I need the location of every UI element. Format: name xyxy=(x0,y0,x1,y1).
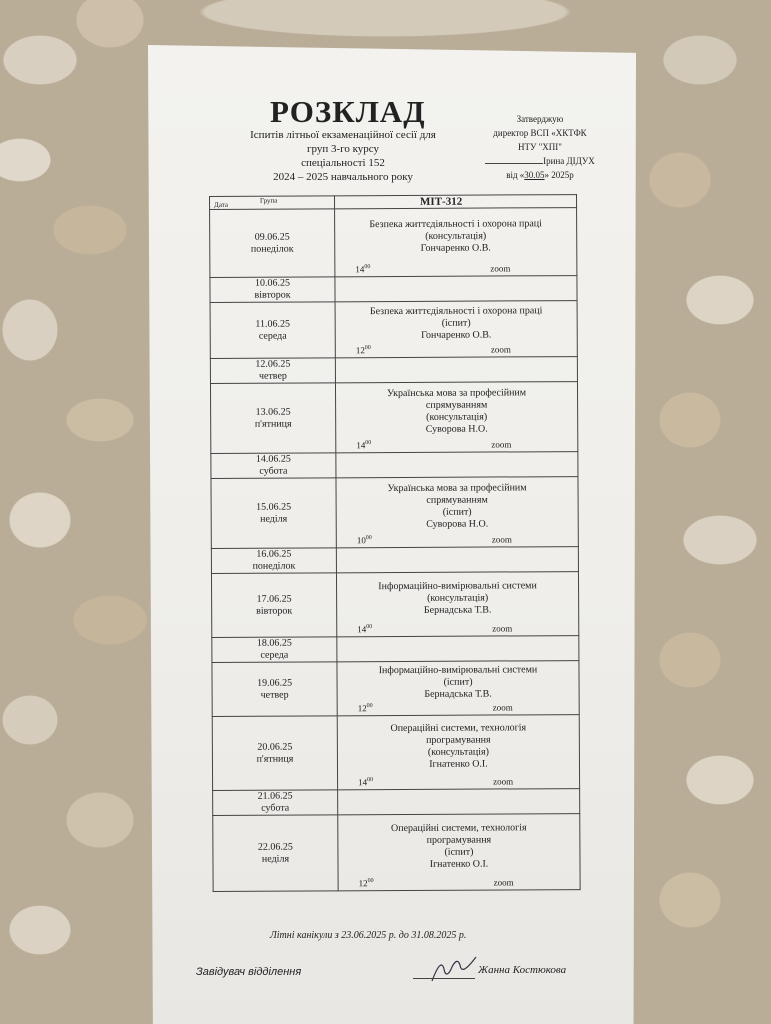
exam-text-line: Безпека життєдіяльності і охорона праці xyxy=(369,217,542,230)
date-value: 17.06.25 xyxy=(256,593,292,605)
weekday: середа xyxy=(260,649,289,661)
date-cell xyxy=(210,358,335,384)
date-value: 12.06.25 xyxy=(255,358,291,370)
exam-time xyxy=(356,342,371,356)
table-row xyxy=(213,789,580,816)
date-cell xyxy=(213,790,338,816)
date-cell xyxy=(211,573,336,638)
exam-time xyxy=(356,437,371,451)
exam-cell xyxy=(335,208,577,277)
time-hour: 10 xyxy=(356,535,366,546)
exam-text-line: Суворова Н.О. xyxy=(426,518,489,530)
weekday: вівторок xyxy=(254,289,291,301)
exam-text-line: Гончаренко О.В. xyxy=(421,329,492,341)
exam-cell xyxy=(335,301,577,358)
exam-cell xyxy=(336,477,578,548)
exam-text-line: (іспит) xyxy=(443,676,473,688)
approval-line: Затверджую xyxy=(516,114,564,124)
table-row xyxy=(210,208,577,278)
subtitle-line: груп 3-го курсу xyxy=(306,143,380,155)
vacation-note: Літні канікули з 23.06.2025 р. до 31.08.2025 р. xyxy=(270,930,467,941)
page-title: РОЗКЛАД xyxy=(270,94,426,129)
table-row xyxy=(210,357,577,384)
exam-time xyxy=(357,532,372,546)
date-cell xyxy=(212,716,337,791)
subtitle-line: Іспитів літньої екзаменаційної сесії для xyxy=(250,129,436,141)
date-value: 19.06.25 xyxy=(257,677,293,689)
subtitle-line: 2024 – 2025 навчального року xyxy=(273,171,413,183)
time-hour: 12 xyxy=(355,345,365,356)
exam-cell xyxy=(337,636,579,662)
date-value: 10.06.25 xyxy=(254,277,290,289)
exam-text-line: (іспит) xyxy=(444,846,474,858)
date-cell xyxy=(210,302,335,359)
signature-line xyxy=(413,978,475,979)
exam-cell xyxy=(335,276,577,302)
approver-name: Ірина ДІДУХ xyxy=(543,156,595,166)
date-value: 20.06.25 xyxy=(257,741,293,753)
date-value: 09.06.25 xyxy=(254,231,290,243)
exam-time xyxy=(355,261,370,275)
head-of-department-label: Завідувач відділення xyxy=(196,966,302,978)
time-minutes: 00 xyxy=(367,777,374,784)
date-cell xyxy=(210,277,335,303)
weekday: четвер xyxy=(258,370,287,382)
table-row xyxy=(211,477,578,549)
exam-mode: zoom xyxy=(492,702,513,713)
head-of-department-name: Жанна Костюкова xyxy=(478,964,567,976)
table-row xyxy=(211,572,578,638)
exam-cell xyxy=(336,572,578,637)
approval-line: НТУ "ХПІ" xyxy=(518,142,562,152)
time-minutes: 00 xyxy=(367,878,374,885)
time-minutes: 00 xyxy=(366,624,373,631)
weekday: четвер xyxy=(260,689,289,701)
weekday: п'ятниця xyxy=(256,753,294,765)
exam-mode: zoom xyxy=(491,439,512,450)
exam-text-line: Операційні системи, технологія xyxy=(390,821,527,834)
time-hour: 14 xyxy=(356,440,366,451)
exam-cell xyxy=(335,357,577,383)
exam-text-line: Інформаційно-вимірювальні системи xyxy=(378,579,537,592)
date-cell xyxy=(211,453,336,479)
date-value: 21.06.25 xyxy=(257,790,293,802)
time-minutes: 00 xyxy=(364,264,371,271)
exam-text-line: (іспит) xyxy=(442,506,472,518)
signature-scribble xyxy=(428,955,480,985)
exam-cell xyxy=(338,814,580,891)
corner-group-label: Група xyxy=(260,196,278,205)
exam-text-line: (консультація) xyxy=(425,230,487,242)
table-row xyxy=(210,276,577,303)
approval-block xyxy=(470,112,610,182)
weekday: понеділок xyxy=(252,560,296,572)
time-hour: 14 xyxy=(355,264,365,275)
exam-text-line: Ігнатенко О.І. xyxy=(429,758,488,770)
table-row xyxy=(212,661,579,717)
time-minutes: 00 xyxy=(364,345,371,352)
exam-time xyxy=(357,621,372,635)
header-corner-cell xyxy=(210,196,335,210)
exam-text-line: Безпека життєдіяльності і охорона праці xyxy=(369,304,543,317)
weekday: неділя xyxy=(261,853,290,865)
date-cell xyxy=(211,548,336,574)
exam-mode: zoom xyxy=(490,344,511,355)
date-cell xyxy=(212,662,337,717)
exam-text-line: Суворова Н.О. xyxy=(425,423,488,435)
weekday: середа xyxy=(258,330,287,342)
weekday: субота xyxy=(259,465,288,477)
date-cell xyxy=(210,383,335,454)
exam-cell xyxy=(337,661,579,716)
exam-text-line: спрямуванням xyxy=(425,399,488,411)
exam-time xyxy=(358,774,373,788)
date-value: 18.06.25 xyxy=(256,637,292,649)
exam-time xyxy=(359,875,374,889)
table-row xyxy=(212,636,579,663)
exam-mode: zoom xyxy=(493,776,514,787)
table-row xyxy=(210,382,577,454)
exam-text-line: (іспит) xyxy=(441,317,471,329)
weekday: неділя xyxy=(260,513,288,525)
exam-text-line: Бернадська Т.В. xyxy=(424,688,492,700)
date-value: 13.06.25 xyxy=(255,406,291,418)
table-row xyxy=(212,715,579,791)
time-hour: 14 xyxy=(358,777,368,788)
table-row xyxy=(210,301,577,359)
schedule-table xyxy=(209,194,581,892)
date-cell xyxy=(213,815,338,892)
subtitle-line: спеціальності 152 xyxy=(301,157,385,169)
exam-mode: zoom xyxy=(491,534,512,545)
exam-text-line: Інформаційно-вимірювальні системи xyxy=(378,663,538,676)
date-value: 15.06.25 xyxy=(256,501,292,513)
exam-text-line: Українська мова за професійним xyxy=(387,481,527,494)
exam-mode: zoom xyxy=(492,623,513,634)
exam-cell xyxy=(338,789,580,815)
table-row xyxy=(211,547,578,574)
exam-time xyxy=(358,700,373,714)
exam-text-line: (консультація) xyxy=(427,746,489,758)
date-cell xyxy=(212,637,337,663)
time-minutes: 00 xyxy=(365,440,372,447)
exam-text-line: Операційні системи, технологія xyxy=(390,721,527,734)
page-subtitle xyxy=(238,128,448,184)
time-hour: 14 xyxy=(357,624,367,635)
exam-cell xyxy=(335,382,577,453)
exam-text-line: Гончаренко О.В. xyxy=(420,242,491,254)
time-minutes: 00 xyxy=(365,535,372,542)
signature-line xyxy=(485,154,543,164)
exam-text-line: Бернадська Т.В. xyxy=(423,604,492,616)
time-hour: 12 xyxy=(357,703,367,714)
corner-date-label: Дата xyxy=(214,200,229,209)
date-value: 11.06.25 xyxy=(255,318,291,330)
exam-cell xyxy=(337,715,579,790)
weekday: вівторок xyxy=(256,605,293,617)
exam-text-line: спрямуванням xyxy=(426,494,488,506)
exam-text-line: програмування xyxy=(426,734,491,746)
group-header: МІТ-312 xyxy=(335,195,577,209)
table-row xyxy=(211,452,578,479)
exam-cell xyxy=(336,452,578,478)
approval-line: директор ВСП «ХКТФК xyxy=(493,128,587,138)
weekday: понеділок xyxy=(250,243,294,255)
date-cell xyxy=(210,209,335,278)
time-hour: 12 xyxy=(358,878,368,889)
exam-cell xyxy=(336,547,578,573)
exam-text-line: Українська мова за професійним xyxy=(386,386,527,399)
exam-mode: zoom xyxy=(493,877,514,888)
weekday: п'ятниця xyxy=(254,418,292,430)
date-value: 16.06.25 xyxy=(256,548,292,560)
date-cell xyxy=(211,478,336,549)
exam-text-line: Ігнатенко О.І. xyxy=(429,858,489,870)
approval-signature xyxy=(470,154,610,168)
date-value: 14.06.25 xyxy=(255,453,291,465)
exam-mode: zoom xyxy=(490,263,511,274)
exam-text-line: програмування xyxy=(426,834,492,846)
date-value: 22.06.25 xyxy=(257,841,293,853)
approval-date: від «30.05» 2025р xyxy=(506,170,574,180)
weekday: субота xyxy=(261,802,290,814)
exam-text-line: (консультація) xyxy=(427,592,489,604)
table-row xyxy=(213,814,580,892)
exam-text-line: (консультація) xyxy=(426,411,488,423)
time-minutes: 00 xyxy=(366,703,373,710)
